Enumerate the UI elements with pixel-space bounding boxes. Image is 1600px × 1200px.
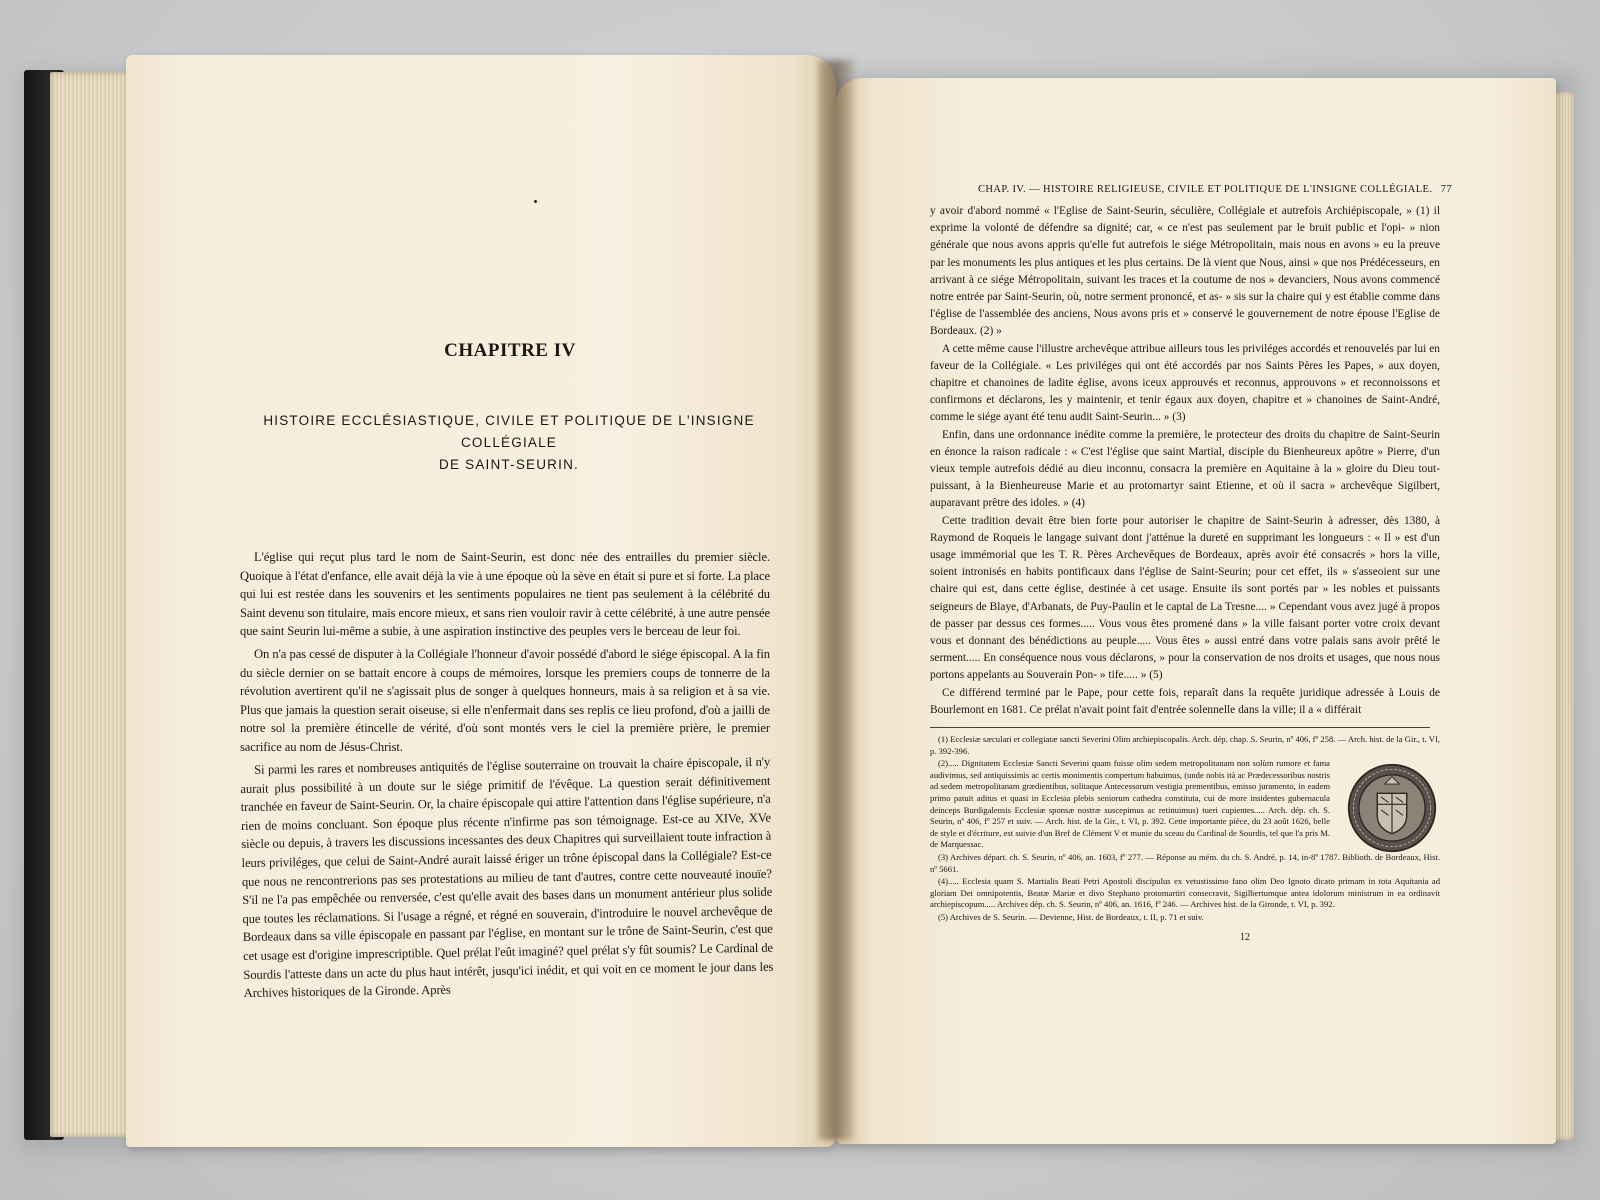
ink-speck — [534, 200, 537, 203]
footnote: (1) Ecclesiæ sæculari et collegiatæ sancti Severini Olim archiepiscopalis. Arch. dép. chap. S. Seurin, nº 406, fº 258. — Arch. hist. de la Gir., t. VI, p. 392-396. — [930, 734, 1440, 756]
right-page-content — [930, 184, 1452, 943]
footnote-rule — [930, 727, 1430, 728]
body-paragraph: Enfin, dans une ordonnance inédite comme la première, le protecteur des droits du chapitre de Saint-Seurin en énonce la raison radicale : « C'est l'église que saint Martial, disciple du Bienheureux apôtre » Pierre, d'un vieux temple autrefois dédié au dieu inconnu, consacra la première en Aquitaine à la » gloire du Dieu tout-puissant, à la Bienheureuse Marie et au protomartyr saint Etienne, et où il sacra » archevêque Sigilbert, auparavant prêtre des idoles. » (4) — [930, 428, 1440, 510]
body-paragraph: On n'a pas cessé de disputer à la Collégiale l'honneur d'avoir possédé d'abord le siége épiscopal. A la fin du siècle dernier on se battait encore à coups de mémoires, lorsque les premiers coups de tonnerre de la révolution avertirent qu'il ne s'agissait plus de songer à quelques honneurs, mais à sa religion et à sa vie. Plus que jamais la question serait oiseuse, si elle n'enfermait dans ses replis ce lieu profond, d'où a jailli de notre sol la première étincelle de vérité, d'où sont montés vers le ciel la première prière, le premier sacrifice au nom de Jésus-Christ. — [240, 646, 770, 754]
page-number: 77 — [1440, 184, 1452, 195]
signature-mark: 12 — [1240, 931, 1250, 943]
left-page-content — [240, 340, 774, 1002]
chapter-title: CHAPITRE IV — [444, 340, 576, 361]
body-paragraph: L'église qui reçut plus tard le nom de Saint-Seurin, est donc née des entrailles du premier siècle. Quoique à l'état d'enfance, elle avait déjà la vie à une époque où la sève en était si pure et si forte. La place qui lui est restée dans les souvenirs et les sentiments populaires ne tient pas seulement à la célébrité du Saint devenu son titulaire, mais encore mieux, et sans rien vouloir ravir à cette célébrité, à une autre pensée que saint Seurin lui-même a subie, à une aspiration instinctive des peuples vers le berceau de leur foi. — [240, 550, 770, 639]
chapter-subtitle-line: HISTOIRE ECCLÉSIASTIQUE, CIVILE ET POLITIQUE DE L'INSIGNE COLLÉGIALE — [263, 413, 755, 450]
running-head — [978, 184, 1452, 195]
seal-icon — [1346, 762, 1438, 854]
footnote: (5) Archives de S. Seurin. — Devienne, Hist. de Bordeaux, t. II, p. 71 et suiv. — [938, 912, 1204, 922]
book-gutter — [818, 60, 854, 1140]
chapter-subtitle-line: DE SAINT-SEURIN. — [439, 457, 579, 472]
footnote: (3) Archives départ. ch. S. Seurin, nº 406, an. 1603, fº 277. — Réponse au mém. du ch. S. André, p. 14, in-8º 1787. Biblioth. de Bordeaux, Hist. nº 5661. — [930, 852, 1440, 874]
footnotes — [930, 734, 1440, 924]
body-paragraph: Cette tradition devait être bien forte pour autoriser le chapitre de Saint-Seurin à adresser, dès 1380, à Raymond de Roqueis le langage suivant dont j'atténue la dureté en supprimant les longueurs : « Il » est d'un usage immémorial que les T. R. Pères Archevêques de Bordeaux, après avoir été consacrés » hors la ville, soient intronisés en habits pontificaux dans l'église de Saint-Seurin; pour cet effet, ils » s'asseoient sur une chaire qui est, dans cette église, destinée à cet usage. Ensuite ils sont portés par » les nobles et puissants seigneurs de Blaye, d'Arbanats, de Puy-Paulin et le captal de La Tresne.... » Cependant vous avez jugé à propos de passer par dessus ces formes..... Vous vous êtes promené dans » la ville faisant porter votre croix devant vous et donnant des bénédictions au peuple..... Vous êtes » aussi entré dans votre palais sans avoir prêté le serment..... En conséquence nous vous déclarons, » pour la conservation de nos droits et usages, que nous nous portons appelants au Souverain Pon- » tife..... » (5) — [930, 514, 1440, 682]
running-head-title: CHAP. IV. — HISTOIRE RELIGIEUSE, CIVILE ET POLITIQUE DE L'INSIGNE COLLÉGIALE. — [978, 184, 1433, 195]
footnote: (4)..... Ecclesia quam S. Martialis Beati Petri Apostoli discipulus ex vetustissimo fano olim Deo Ignoto dicato primam in tota Aquitania ad gloriam Dei omnipotentis, Beatæ Mariæ et divo Stephano protomartiri consecravit, Sigilbertumque antea idolorum ministrum in ea ordinavit archiepiscopum..... Archives dép. ch. S. Seurin, nº 406, an. 1616, fº 246. — Archives hist. de la Gironde, t. VI, p. 392. — [930, 876, 1440, 910]
body-paragraph: A cette même cause l'illustre archevêque attribue ailleurs tous les priviléges accordés et renouvelés par lui en faveur de la Collégiale. « Les priviléges qui ont été accordés par nos Saints Pères les Papes, » aux doyen, chapitre et chanoines de ladite église, avons iceux approuvés et reconnus, approuvons » et reconnoissons et confirmons et déclarons, les y maintenir, et tenir égaux aux doyen, chapitre et » chanoines de Saint-André, comme le siége ayant été tenu audit Saint-Seurin... » (3) — [930, 342, 1440, 424]
left-page-edges — [50, 72, 136, 1137]
body-paragraph: Ce différend terminé par le Pape, pour cette fois, reparaît dans la requête juridique adressée à Louis de Bourlemont en 1681. Ce prélat n'avait point fait d'entrée solennelle dans la ville; il a « différait — [930, 686, 1440, 716]
body-paragraph: Si parmi les rares et nombreuses antiquités de l'église souterraine on trouvait la chaire épiscopale, il n'y aurait plus possibilité à un doute sur le siége primitif de l'évêque. La question serait définitivement tranchée en faveur de Saint-Seurin. Or, la chaire épiscopale qui attire l'attention dans l'église supérieure, n'a rien de moins concluant. Son époque plus récente n'infirme pas son témoignage. Est-ce au XIVe, XVe siècle ou depuis, à travers les discussions incessantes des deux Chapitres qui surveillaient toute infraction à leurs priviléges, que celui de Saint-André aurait laissé ériger un trône épiscopal dans la Collégiale? Est-ce que nous ne rencontrerions pas ses protestations au milieu de tant d'autres, contre cette nouveauté inouïe? S'il ne l'a pas empêchée ou renversée, c'est qu'elle avait des bases dans un monument antérieur plus solide que toutes les réclamations. Si l'usage a régné, et régné en souverain, d'introduire le nouvel archevêque de Bordeaux dans sa ville épiscopale en passant par l'église, en montant sur le trône de Saint-Seurin, c'est que cet usage est d'origine imprescriptible. Quel prélat l'eût imaginé? quel prélat s'y fût soumis? Le Cardinal de Sourdis l'atteste dans un acte du plus haut intérêt, jusqu'ici inédit, et qui voit en ce moment le jour dans les Archives historiques de la Gironde. Après — [240, 754, 774, 1000]
body-paragraph: y avoir d'abord nommé « l'Eglise de Saint-Seurin, séculière, Collégiale et autrefois Archiépiscopale, » (1) il exprime la volonté de défendre sa dignité; car, « ce n'est pas seulement par le bruit public et l'opi- » nion générale que nous avons appris qu'elle fut autrefois le siége Métropolitain, mais nous en avons » eu la preuve par les monuments les plus antiques et les plus certains. De là vient que Nous, ainsi » que nos Prédécesseurs, en arrivant à ce siége Métropolitain, suivant les traces et la coutume de nos » devanciers, Nous avons commencé notre entrée par Saint-Seurin, où, notre serment prononcé, et as- » sis sur la chaire qui y est établie comme dans l'église de l'assemblée des anciens, Nous avons pris et » conservé le gouvernement de notre épouse l'Eglise de Bordeaux. (2) » — [930, 205, 1440, 338]
chapter-subtitle — [248, 410, 770, 476]
footnote: (2)..... Dignitatem Ecclesiæ Sancti Severini quam fuisse olim sedem metropolitanam non solùm rumore et fama audivimus, sed antiquissimis ac certis monimentis compertum habuimus, (unde nobis ità ac Prædecessoribus nostris ad sedem metropolitanam grædientibus, solitaque Antecessorum vestigia prementibus, emisso juramento, in eadem primo patuit aditus et quasi in Ecclesia plebis seniorum cathedra constituta, cui de more insidentes gubernacula deinceps Burdigalensis Ecclesiæ sponsæ nostræ suscepimus ac retinuimus) tueri cupientes..... Arch. dép. ch. S. Seurin, nº 406, fº 257 et suiv. — Arch. hist. de la Gir., t. VI, p. 392. Cette importante pièce, du 23 août 1626, belle de style et d'écriture, est suivie d'un Bref de Clément V et munie du sceau du Cardinal de Sourdis, tel que l'a pris M. de Marquessac. — [930, 758, 1330, 850]
